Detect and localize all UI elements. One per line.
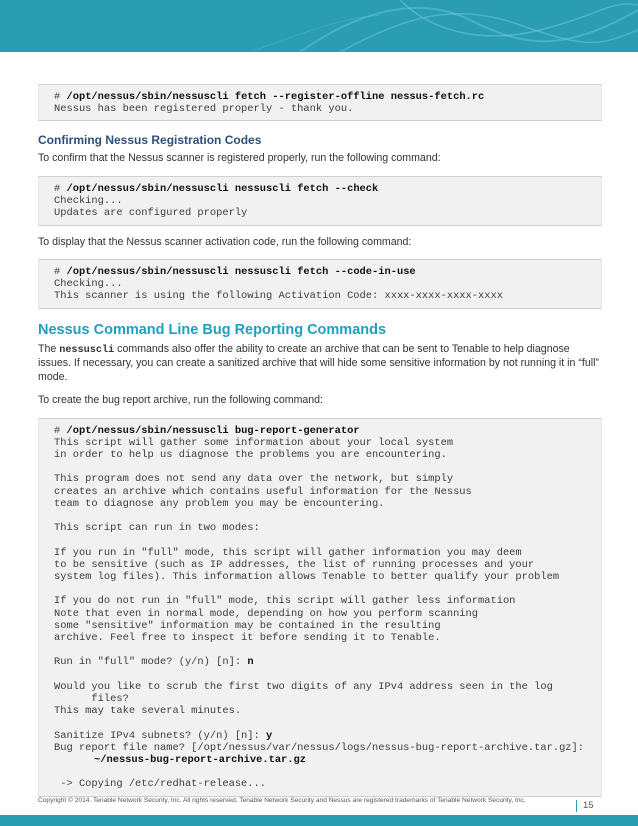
user-answer: y xyxy=(266,729,273,742)
prompt-symbol: # xyxy=(54,424,67,437)
banner-wave-decoration xyxy=(0,0,638,52)
output-line: This scanner is using the following Activation Code: xxxx-xxxx-xxxx-xxxx xyxy=(54,290,503,303)
output-line: This may take several minutes. xyxy=(54,705,242,718)
output-line: Updates are configured properly xyxy=(54,207,248,220)
output-line xyxy=(54,656,601,668)
blank-line xyxy=(54,461,601,473)
blank-line xyxy=(54,510,601,522)
para-text: The xyxy=(38,342,60,355)
output-line: -> Copying /etc/redhat-release... xyxy=(54,778,267,791)
user-answer: n xyxy=(247,656,254,669)
para-text: commands also offer the ability to create an archive that can be sent to Tenable to help diagnose issues. If necessary, you can create a sanitized archive that will hide some sensitive information by not running it in “full” mode. xyxy=(38,342,599,383)
inline-code: nessuscli xyxy=(59,344,115,356)
footer-bar xyxy=(0,815,638,826)
output-line: some "sensitive" information may be contained in the resulting xyxy=(54,619,441,632)
output-line: Would you like to scrub the first two digits of any IPv4 address seen in the log xyxy=(54,680,553,693)
blank-line xyxy=(54,644,601,656)
command-text: /opt/nessus/sbin/nessuscli bug-report-generator xyxy=(66,424,360,437)
heading-confirming-registration: Confirming Nessus Registration Codes xyxy=(38,133,262,148)
output-line xyxy=(54,730,601,742)
blank-line xyxy=(54,583,601,595)
command-text: /opt/nessus/sbin/nessuscli nessuscli fetch --check xyxy=(66,182,379,195)
output-line: archive. Feel free to inspect it before sending it to Tenable. xyxy=(54,632,441,645)
output-line: in order to help us diagnose the problems you are encountering. xyxy=(54,449,447,462)
page-number: 15 xyxy=(576,800,594,812)
output-line: files? xyxy=(54,693,129,705)
code-block-code-in-use xyxy=(38,259,602,309)
output-line: This script will gather some information about your local system xyxy=(54,436,454,449)
blank-line xyxy=(54,669,601,681)
output-line: This program does not send any data over the network, but simply xyxy=(54,473,454,486)
output-line: Nessus has been registered properly - thank you. xyxy=(54,103,354,116)
paragraph-display-intro: To display that the Nessus scanner activation code, run the following command: xyxy=(38,235,412,248)
code-block-bug-report xyxy=(38,418,602,797)
header-banner xyxy=(0,0,638,52)
command-text: /opt/nessus/sbin/nessuscli fetch --register-offline nessus-fetch.rc xyxy=(66,91,485,103)
command-text: /opt/nessus/sbin/nessuscli nessuscli fetch --code-in-use xyxy=(66,266,416,279)
output-line: to be sensitive (such as IP addresses, the list of running processes and your xyxy=(54,558,535,571)
footer-copyright: Copyright © 2014. Tenable Network Security, Inc. All rights reserved. Tenable Network Security and Nessus are registered trademarks of Tenable Network Security, Inc. xyxy=(38,797,526,804)
prompt-symbol: # xyxy=(54,182,67,195)
blank-line xyxy=(54,717,601,729)
output-line: Checking... xyxy=(54,195,123,208)
paragraph-create-archive: To create the bug report archive, run the following command: xyxy=(38,394,324,407)
code-block-check xyxy=(38,176,602,226)
paragraph-bug-intro xyxy=(38,343,602,385)
output-line: system log files). This information allows Tenable to better qualify your problem xyxy=(54,571,560,584)
prompt-question: Sanitize IPv4 subnets? (y/n) [n]: xyxy=(54,729,267,742)
blank-line xyxy=(54,534,601,546)
output-line: If you run in "full" mode, this script will gather information you may deem xyxy=(54,546,522,559)
output-line: team to diagnose any problem you may be encountering. xyxy=(54,497,385,510)
paragraph-confirm-intro: To confirm that the Nessus scanner is registered properly, run the following command: xyxy=(38,152,441,165)
code-block-register xyxy=(38,84,602,121)
prompt-question: Run in "full" mode? (y/n) [n]: xyxy=(54,656,248,669)
output-line: creates an archive which contains useful information for the Nessus xyxy=(54,485,472,498)
output-line: This script can run in two modes: xyxy=(54,522,260,535)
document-body xyxy=(38,84,602,797)
user-answer-filename: ~/nessus-bug-report-archive.tar.gz xyxy=(94,754,307,766)
prompt-symbol: # xyxy=(54,266,67,279)
output-line: Note that even in normal mode, depending on how you perform scanning xyxy=(54,607,479,620)
output-line: Checking... xyxy=(54,278,123,291)
output-line: If you do not run in "full" mode, this script will gather less information xyxy=(54,595,516,608)
prompt-symbol: # xyxy=(54,91,67,103)
heading-bug-reporting: Nessus Command Line Bug Reporting Commands xyxy=(38,321,387,338)
output-line: Bug report file name? [/opt/nessus/var/nessus/logs/nessus-bug-report-archive.tar.gz]: xyxy=(54,741,585,754)
blank-line xyxy=(54,766,601,778)
